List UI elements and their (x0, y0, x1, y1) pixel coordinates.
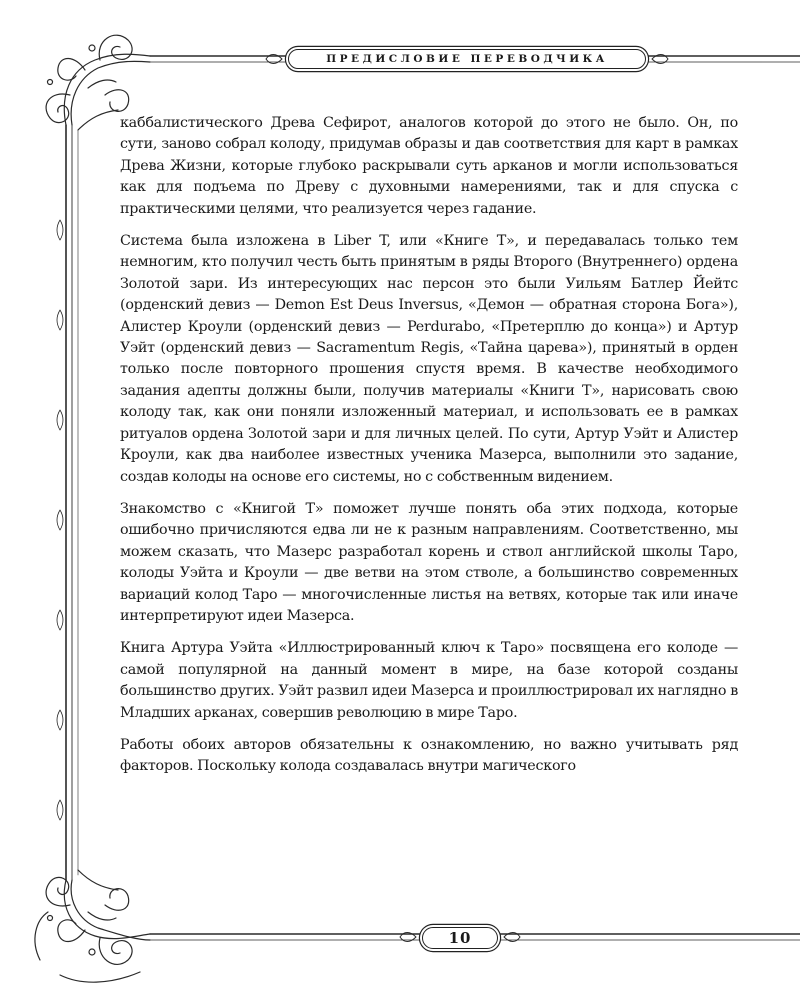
chapter-title: ПРЕДИСЛОВИЕ ПЕРЕВОДЧИКА (326, 53, 608, 65)
paragraph: Книга Артура Уэйта «Иллюстрированный ключ к Таро» посвящена его колоде — самой популярной на данный момент в мире, на базе которой созданы большинство других. Уэйт развил идеи Мазерса и проиллюстрировал их наглядно в Младших арканах, совершив революцию в мире Таро. (120, 640, 738, 721)
paragraph: Система была изложена в Liber T, или «Книге Т», и передавалась только тем немногим, кто получил честь быть принятым в ряды Второго (Внутреннего) ордена Золотой зари. Из интересующих нас персон это были Уильям Батлер Йейтс (орденский девиз — Demon Est Deus Inversus, «Демон — обратная сторона Бога»), Алистер Кроули (орденский девиз — Perdurabo, «Претерплю до конца») и Артур Уэйт (орденский девиз — Sacramentum Regis, «Тайна царева»), принятый в орден только после повторного прошения спустя время. В качестве необходимого задания адепты должны были, получив материалы «Книги Т», нарисовать свою колоду так, как они поняли изложенный материал, и использовать ее в рамках ритуалов ордена Золотой зари и для личных целей. По сути, Артур Уэйт и Алистер Кроули, как два наиболее известных ученика Мазерса, выполнили это задание, создав колоды на основе его системы, но с собственным видением. (120, 233, 738, 485)
page-number-badge (422, 927, 498, 949)
paragraph: каббалистического Древа Сефирот, аналогов которой до этого не было. Он, по сути, заново собрал колоду, придумав образы и дав соответствия для карт в рамках Древа Жизни, которые глубоко раскрывали суть арканов и могли использоваться как для подъема по Древу с духовными намерениями, так и для спуска с практическими целями, что реализуется через гадание. (120, 115, 738, 217)
chapter-header-banner (288, 49, 646, 69)
paragraph: Знакомство с «Книгой Т» поможет лучше понять оба этих подхода, которые ошибочно причисляются едва ли не к разным направлениям. Соответственно, мы можем сказать, что Мазерс разработал корень и ствол английской школы Таро, колоды Уэйта и Кроули — две ветви на этом стволе, а большинство современных вариаций колод Таро — многочисленные листья на ветвях, которые так или иначе интерпретируют идеи Мазерса. (120, 500, 738, 624)
paragraph: Работы обоих авторов обязательны к ознакомлению, но важно учитывать ряд факторов. Поскольку колода создавалась внутри магического (120, 736, 738, 775)
page-body-text (120, 113, 738, 789)
page-number: 10 (448, 929, 472, 947)
